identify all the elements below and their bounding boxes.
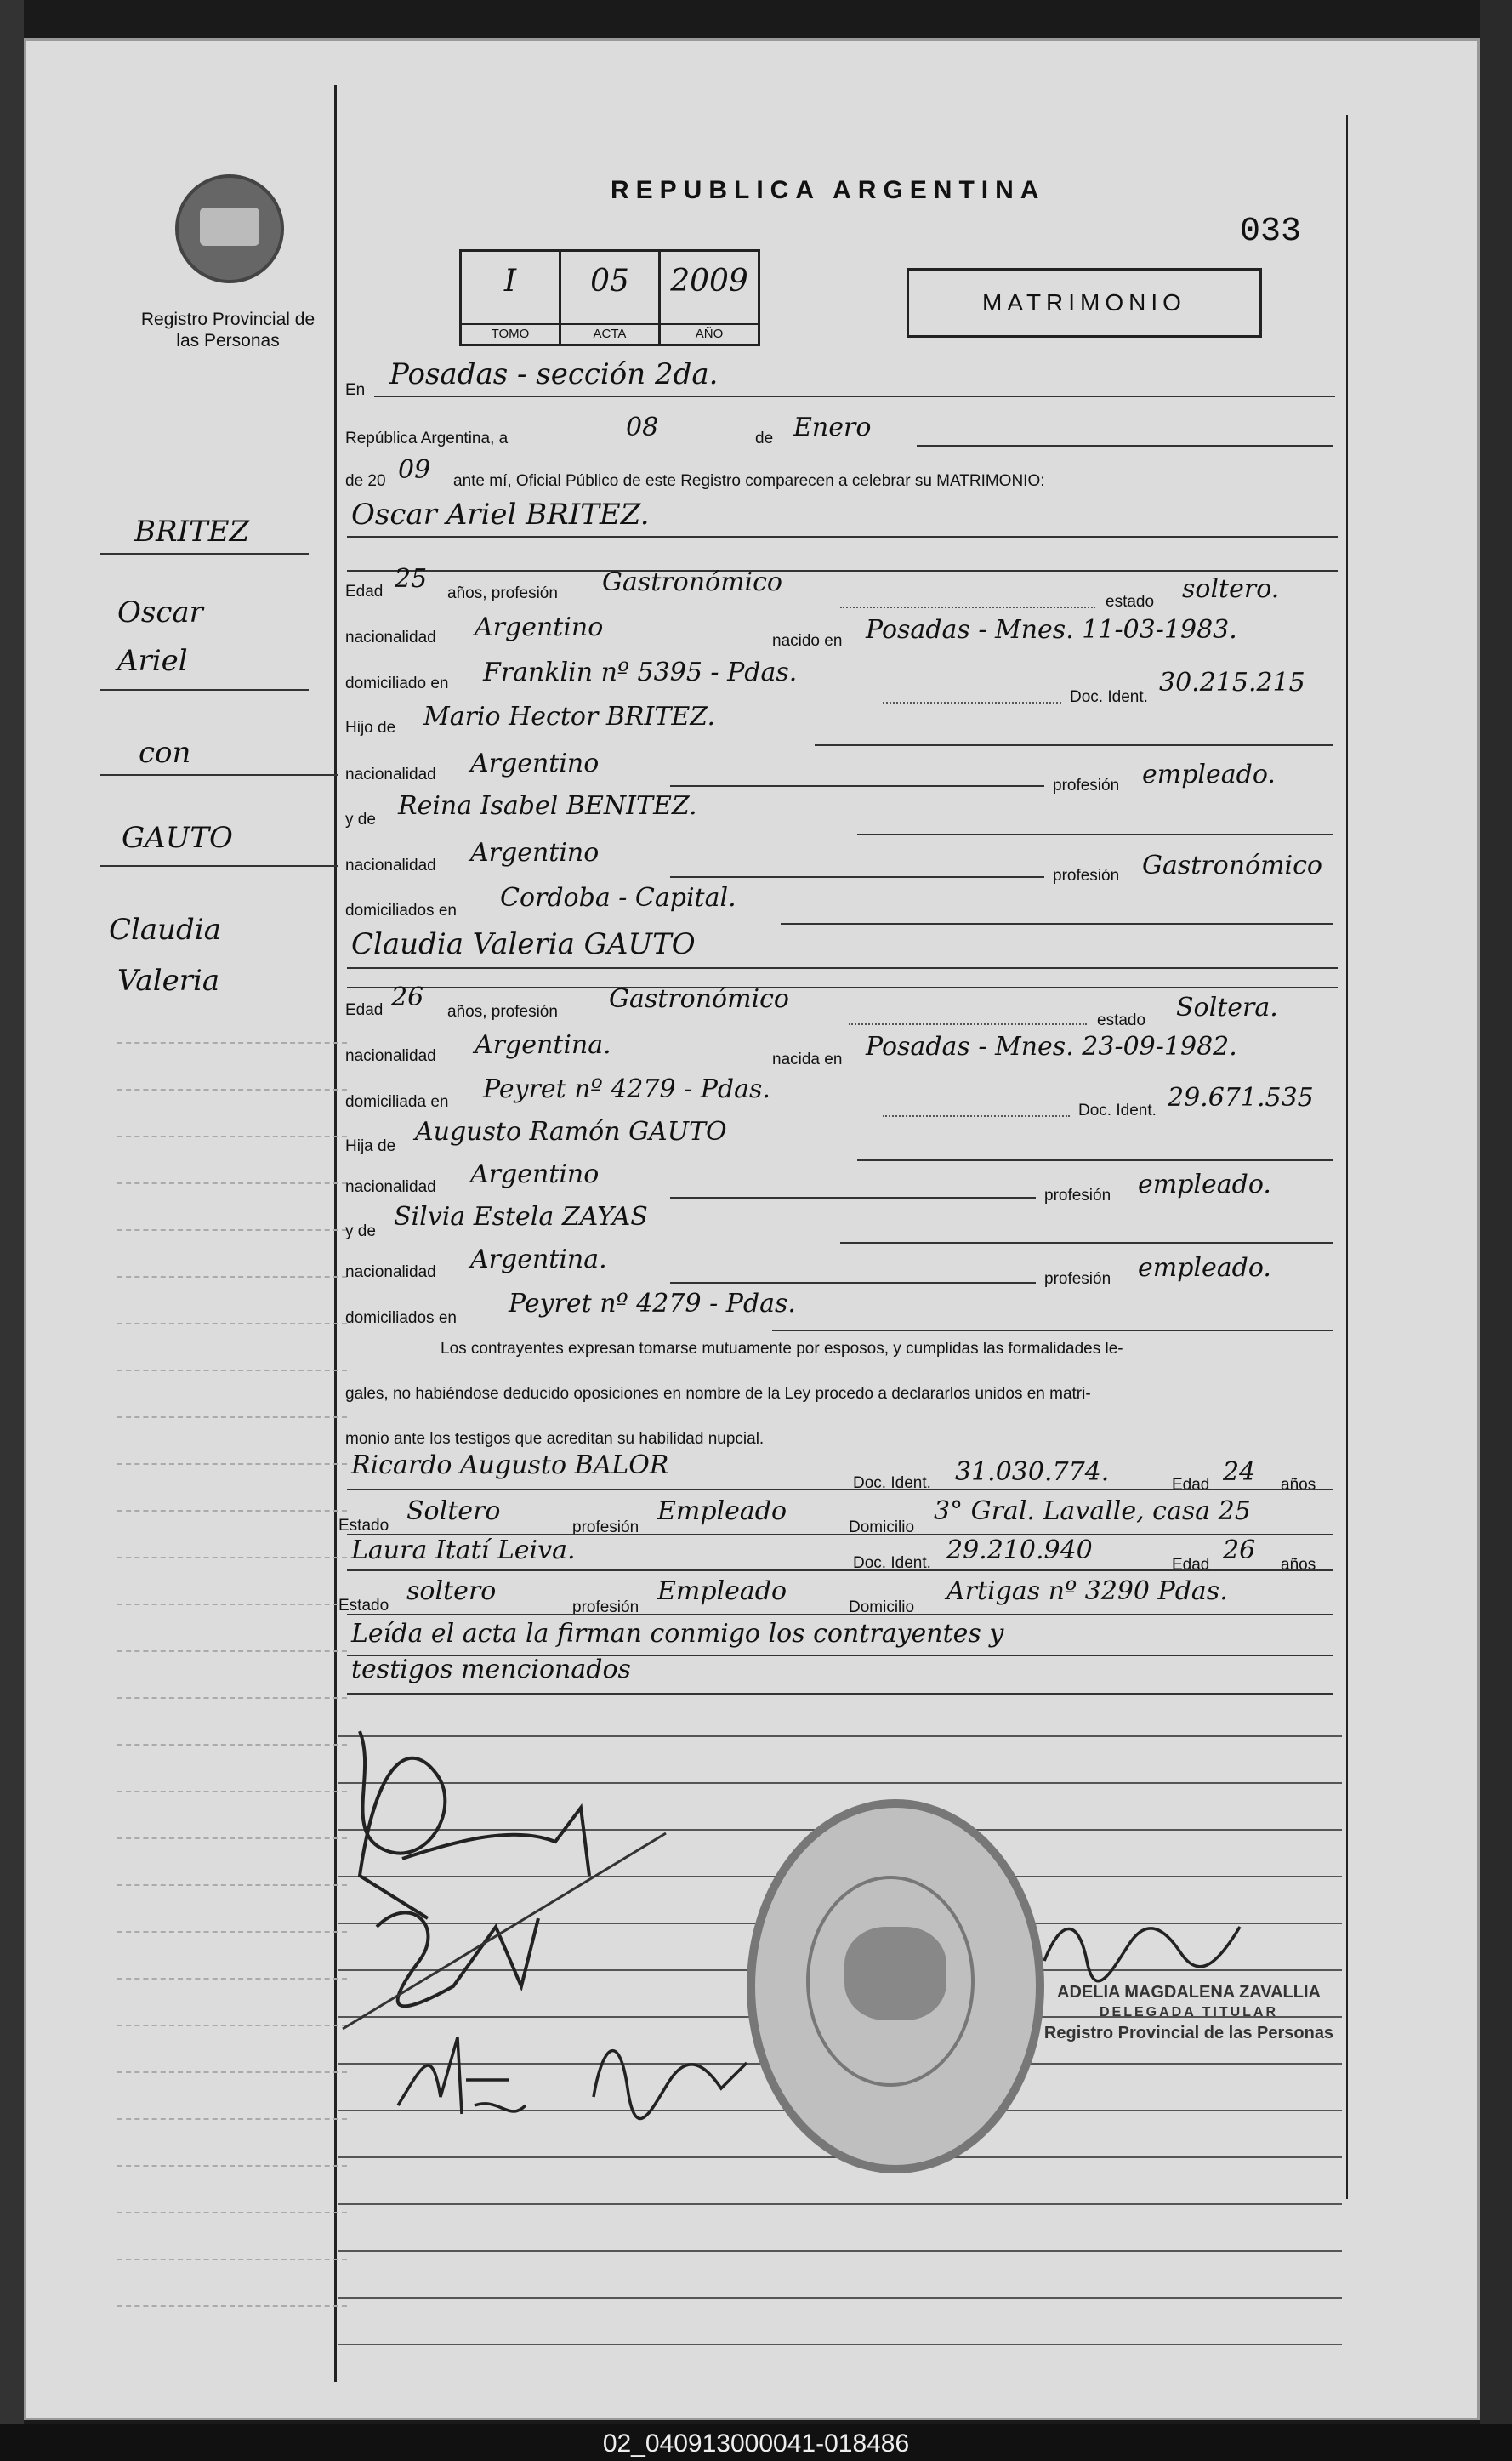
groom-estado: soltero. xyxy=(1182,574,1280,604)
officer-name: ADELIA MAGDALENA ZAVALLIA xyxy=(1057,1983,1321,2002)
declaration-line-1: Los contrayentes expresan tomarse mutuamente por esposos, y cumplidas las formalidades le- xyxy=(441,1340,1123,1358)
witness1-dom-label: Domicilio xyxy=(849,1518,915,1536)
line xyxy=(917,445,1333,447)
groom-mother: Reina Isabel BENITEZ. xyxy=(398,791,697,821)
margin-rule xyxy=(117,1510,347,1512)
margin-rule xyxy=(117,1791,347,1792)
signature-witnesses-drawing xyxy=(381,2012,772,2139)
witness2-dom-label: Domicilio xyxy=(849,1598,915,1616)
day-value: 08 xyxy=(626,413,659,442)
groom-parents-domicile: Cordoba - Capital. xyxy=(500,883,736,913)
line xyxy=(815,744,1333,746)
line xyxy=(347,987,1338,988)
acta-value: 05 xyxy=(590,264,629,299)
groom-edad-label: Edad xyxy=(345,583,384,601)
margin-rule xyxy=(117,1697,347,1699)
margin-rule xyxy=(117,1370,347,1371)
republica-label: República Argentina, a xyxy=(345,430,509,447)
closing-line-2: testigos mencionados xyxy=(351,1655,631,1684)
margin-name-bride-1: Claudia xyxy=(109,913,221,947)
margin-rule xyxy=(117,2305,347,2307)
margin-rule xyxy=(117,2025,347,2026)
margin-surname-bride: GAUTO xyxy=(122,821,233,855)
witness1-doc: 31.030.774. xyxy=(955,1457,1110,1487)
bride-domicile: Peyret nº 4279 - Pdas. xyxy=(483,1074,770,1104)
declaration-line-3: monio ante los testigos que acreditan su habilidad nupcial. xyxy=(345,1430,765,1448)
margin-rule xyxy=(117,1604,347,1605)
bride-birthplace: Posadas - Mnes. 23-09-1982. xyxy=(866,1032,1237,1062)
line xyxy=(840,607,1095,608)
image-code: 02_040913000041-018486 xyxy=(602,2430,910,2458)
groom-dom-label: domiciliado en xyxy=(345,675,449,692)
groom-fnat-label: nacionalidad xyxy=(345,766,436,783)
witness1-dom: 3° Gral. Lavalle, casa 25 xyxy=(934,1496,1251,1526)
margin-rule xyxy=(117,2212,347,2213)
margin-rule xyxy=(117,1089,347,1091)
bride-doc: 29.671.535 xyxy=(1168,1083,1314,1113)
bride-father-nationality: Argentino xyxy=(470,1159,600,1189)
groom-mother-profession: Gastronómico xyxy=(1142,851,1322,880)
margin-underline xyxy=(100,553,309,555)
province-crest-icon xyxy=(175,174,284,283)
margin-rule xyxy=(117,2259,347,2260)
page-edge xyxy=(1480,0,1512,2461)
line xyxy=(849,1023,1087,1025)
groom-mprof-label: profesión xyxy=(1053,867,1120,885)
bride-name: Claudia Valeria GAUTO xyxy=(351,927,696,961)
witness2-dom: Artigas nº 3290 Pdas. xyxy=(946,1576,1228,1606)
line xyxy=(883,1115,1070,1117)
bride-edad-label: Edad xyxy=(345,1001,384,1019)
year-suffix: 09 xyxy=(398,455,431,485)
bride-mother: Silvia Estela ZAYAS xyxy=(394,1202,648,1232)
groom-yde-label: y de xyxy=(345,811,376,829)
bride-mprof-label: profesión xyxy=(1044,1270,1111,1288)
acta-box xyxy=(561,252,661,344)
record-id-boxes xyxy=(459,249,760,346)
margin-name-groom-1: Oscar xyxy=(117,595,203,629)
officer-block xyxy=(1032,1982,1346,2043)
groom-father: Mario Hector BRITEZ. xyxy=(423,702,716,732)
page-number: 033 xyxy=(1240,213,1302,251)
line xyxy=(772,1330,1333,1331)
margin-conjunction: con xyxy=(139,736,191,770)
margin-rule xyxy=(117,2071,347,2073)
line xyxy=(781,923,1333,925)
margin-rule xyxy=(117,1042,347,1044)
official-seal-icon xyxy=(747,1799,1044,2173)
groom-nacido-label: nacido en xyxy=(772,632,843,650)
bride-estado-label: estado xyxy=(1097,1011,1146,1029)
bride-fprof-label: profesión xyxy=(1044,1187,1111,1205)
officer-org: Registro Provincial de las Personas xyxy=(1043,2024,1334,2042)
bride-estado: Soltera. xyxy=(1176,993,1278,1023)
line xyxy=(347,570,1338,572)
witness1-name: Ricardo Augusto BALOR xyxy=(351,1450,669,1480)
margin-rule xyxy=(117,1978,347,1980)
witness1-prof-label: profesión xyxy=(572,1518,639,1536)
groom-doc-label: Doc. Ident. xyxy=(1070,688,1148,706)
margin-underline xyxy=(100,865,338,867)
record-type-box: MATRIMONIO xyxy=(907,268,1262,338)
groom-profession: Gastronómico xyxy=(602,567,782,597)
witness1-prof: Empleado xyxy=(657,1496,787,1526)
tomo-box xyxy=(462,252,561,344)
line xyxy=(347,1569,1333,1571)
line xyxy=(347,1489,1333,1490)
witness2-age: 26 xyxy=(1223,1535,1256,1565)
witness1-estado-label: Estado xyxy=(338,1517,389,1535)
year-prefix: de 20 xyxy=(345,472,386,490)
officer-role: DELEGADA TITULAR xyxy=(1099,2005,1279,2020)
line xyxy=(857,834,1333,835)
margin-rule xyxy=(117,1650,347,1652)
ano-label: AÑO xyxy=(661,323,758,344)
bride-nacida-label: nacida en xyxy=(772,1051,843,1068)
place-value: Posadas - sección 2da. xyxy=(389,357,719,391)
margin-rule xyxy=(117,1884,347,1886)
bride-father-profession: empleado. xyxy=(1138,1170,1271,1199)
line xyxy=(347,1614,1333,1615)
groom-mother-nationality: Argentino xyxy=(470,838,600,868)
bride-parents-domicile: Peyret nº 4279 - Pdas. xyxy=(509,1289,796,1319)
groom-anos-label: años, profesión xyxy=(447,584,558,602)
body-rule xyxy=(338,2344,1342,2345)
groom-nac-label: nacionalidad xyxy=(345,629,436,647)
bride-nac-label: nacionalidad xyxy=(345,1047,436,1065)
margin-rule xyxy=(117,1744,347,1746)
bride-nationality: Argentina. xyxy=(475,1030,611,1060)
closing-line-1: Leída el acta la firman conmigo los contrayentes y xyxy=(351,1619,1004,1649)
margin-rule xyxy=(117,1229,347,1231)
signature-groom-drawing xyxy=(326,1706,683,2046)
margin-rule xyxy=(117,1182,347,1184)
body-rule xyxy=(338,2203,1342,2205)
witness2-name: Laura Itatí Leiva. xyxy=(351,1535,576,1565)
groom-estado-label: estado xyxy=(1106,593,1155,611)
body-rule xyxy=(338,2250,1342,2252)
margin-underline xyxy=(100,774,338,776)
registry-name: Registro Provincial de las Personas xyxy=(140,310,315,350)
margin-rule xyxy=(117,1931,347,1933)
witness2-doc-label: Doc. Ident. xyxy=(853,1554,931,1572)
witness2-edad-label: Edad xyxy=(1172,1556,1210,1574)
officer-signature-drawing xyxy=(1027,1910,1265,1986)
line xyxy=(347,536,1338,538)
witness2-prof: Empleado xyxy=(657,1576,787,1606)
line xyxy=(840,1242,1333,1244)
intro-statement: ante mí, Oficial Público de este Registro comparecen a celebrar su MATRIMONIO: xyxy=(453,472,1045,490)
witness1-doc-label: Doc. Ident. xyxy=(853,1474,931,1492)
margin-rule xyxy=(117,1416,347,1418)
groom-fprof-label: profesión xyxy=(1053,777,1120,795)
line xyxy=(347,967,1338,969)
groom-birthplace: Posadas - Mnes. 11-03-1983. xyxy=(866,615,1237,645)
margin-rule xyxy=(117,1136,347,1137)
margin-rule xyxy=(117,1323,347,1324)
en-label: En xyxy=(345,381,366,399)
margin-rule xyxy=(117,1276,347,1278)
witness1-age: 24 xyxy=(1223,1457,1256,1487)
bride-dom-label: domiciliada en xyxy=(345,1093,449,1111)
book-spine xyxy=(0,0,24,2461)
document-page xyxy=(24,38,1480,2420)
month-value: Enero xyxy=(793,413,872,442)
groom-hijo-label: Hijo de xyxy=(345,719,396,737)
line xyxy=(670,1282,1036,1284)
groom-nationality: Argentino xyxy=(475,612,604,642)
line xyxy=(670,876,1044,878)
witness1-anos-label: años xyxy=(1281,1476,1316,1494)
margin-rule xyxy=(117,2118,347,2120)
groom-age: 25 xyxy=(395,564,428,594)
line xyxy=(374,396,1335,397)
ano-box xyxy=(661,252,758,344)
bride-doc-label: Doc. Ident. xyxy=(1078,1102,1157,1119)
bride-mother-profession: empleado. xyxy=(1138,1253,1271,1283)
margin-underline xyxy=(100,689,309,691)
line xyxy=(857,1159,1333,1161)
groom-domicile: Franklin nº 5395 - Pdas. xyxy=(483,658,798,687)
witness2-estado: soltero xyxy=(406,1576,497,1606)
witness2-prof-label: profesión xyxy=(572,1598,639,1616)
groom-name: Oscar Ariel BRITEZ. xyxy=(351,498,650,532)
margin-rule xyxy=(117,1557,347,1558)
margin-rule xyxy=(117,2165,347,2167)
bride-hija-label: Hija de xyxy=(345,1137,396,1155)
declaration-line-2: gales, no habiéndose deducido oposiciones en nombre de la Ley procedo a declararlos unidos en matri- xyxy=(345,1385,1091,1403)
margin-name-groom-2: Ariel xyxy=(117,644,188,678)
witness1-estado: Soltero xyxy=(406,1496,501,1526)
line xyxy=(670,1197,1036,1199)
line xyxy=(883,702,1061,704)
groom-mnat-label: nacionalidad xyxy=(345,857,436,874)
bride-age: 26 xyxy=(391,983,424,1012)
bride-anos-label: años, profesión xyxy=(447,1003,558,1021)
tomo-label: TOMO xyxy=(462,323,559,344)
country-title: REPUBLICA ARGENTINA xyxy=(611,176,1046,204)
witness1-edad-label: Edad xyxy=(1172,1476,1210,1494)
tomo-value: I xyxy=(503,264,517,299)
right-border xyxy=(1346,115,1348,2199)
margin-rule xyxy=(117,1837,347,1839)
line xyxy=(347,1693,1333,1695)
acta-label: ACTA xyxy=(561,323,658,344)
bride-fnat-label: nacionalidad xyxy=(345,1178,436,1196)
bride-mnat-label: nacionalidad xyxy=(345,1263,436,1281)
line xyxy=(670,785,1044,787)
groom-father-profession: empleado. xyxy=(1142,760,1276,789)
groom-doc: 30.215.215 xyxy=(1159,668,1305,698)
body-rule xyxy=(338,2297,1342,2299)
witness2-anos-label: años xyxy=(1281,1556,1316,1574)
de-label: de xyxy=(755,430,774,447)
ano-value: 2009 xyxy=(670,264,748,299)
margin-rule xyxy=(117,1463,347,1465)
groom-doms-label: domiciliados en xyxy=(345,902,457,920)
witness2-doc: 29.210.940 xyxy=(946,1535,1093,1565)
bride-mother-nationality: Argentina. xyxy=(470,1245,607,1274)
groom-father-nationality: Argentino xyxy=(470,749,600,778)
witness2-estado-label: Estado xyxy=(338,1597,389,1615)
bride-profession: Gastronómico xyxy=(609,984,789,1014)
margin-name-bride-2: Valeria xyxy=(117,964,220,998)
bride-yde-label: y de xyxy=(345,1222,376,1240)
bride-father: Augusto Ramón GAUTO xyxy=(415,1117,727,1147)
bride-doms-label: domiciliados en xyxy=(345,1309,457,1327)
margin-surname-groom: BRITEZ xyxy=(134,515,250,549)
